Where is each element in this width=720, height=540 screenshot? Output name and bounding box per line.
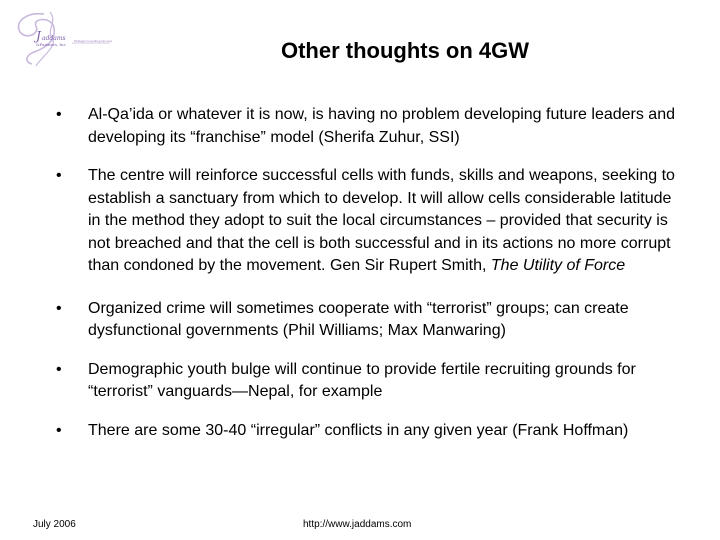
bullet-marker: • <box>56 167 62 184</box>
svg-text:J: J <box>36 29 41 43</box>
slide-title: Other thoughts on 4GW <box>280 38 530 63</box>
bullet-item <box>56 420 686 443</box>
bullet-marker: • <box>56 299 62 317</box>
bullet-item <box>56 359 686 404</box>
bullet-marker: • <box>56 106 62 123</box>
bullet-text: Al-Qa’ida or whatever it is now, is having no problem developing future leaders and developing its “franchise” model (Sherifa Zuhur, SSI) <box>88 106 675 146</box>
svg-text:addams: addams <box>42 35 66 42</box>
bullet-text: There are some 30-40 “irregular” conflicts in any given year (Frank Hoffman) <box>88 421 629 439</box>
bullet-text: Organized crime will sometimes cooperate with “terrorist” groups; can create dysfunctional governments (Phil Williams; Max Manwaring) <box>88 299 629 339</box>
bullet-text: Demographic youth bulge will continue to provide fertile recruiting grounds for “terrorist” vanguards—Nepal, for example <box>88 360 636 400</box>
bullet-item <box>56 165 686 278</box>
svg-text:Strategic Consulting Services: Strategic Consulting Services <box>74 40 113 43</box>
svg-text:&Partners, Inc: &Partners, Inc <box>36 42 66 47</box>
bullet-marker: • <box>56 360 62 378</box>
bullet-item <box>56 298 686 343</box>
book-citation: The Utility of Force <box>490 257 626 274</box>
footer-url: http://www.jaddams.com <box>303 519 412 530</box>
bullet-marker: • <box>56 421 62 439</box>
bullet-list <box>56 104 686 442</box>
bullet-item <box>56 104 686 149</box>
footer-date: July 2006 <box>33 519 76 530</box>
bullet-text: The centre will reinforce successful cells with funds, skills and weapons, seeking to establish a sanctuary from which to develop. It will allow cells considerable latitude in the method they adopt to suit the local circumstances – provided that security is not breached and that the cell is both successful and in its actions no more corrupt than condoned by the movement. Gen Sir Rupert Smith, <box>88 167 675 274</box>
